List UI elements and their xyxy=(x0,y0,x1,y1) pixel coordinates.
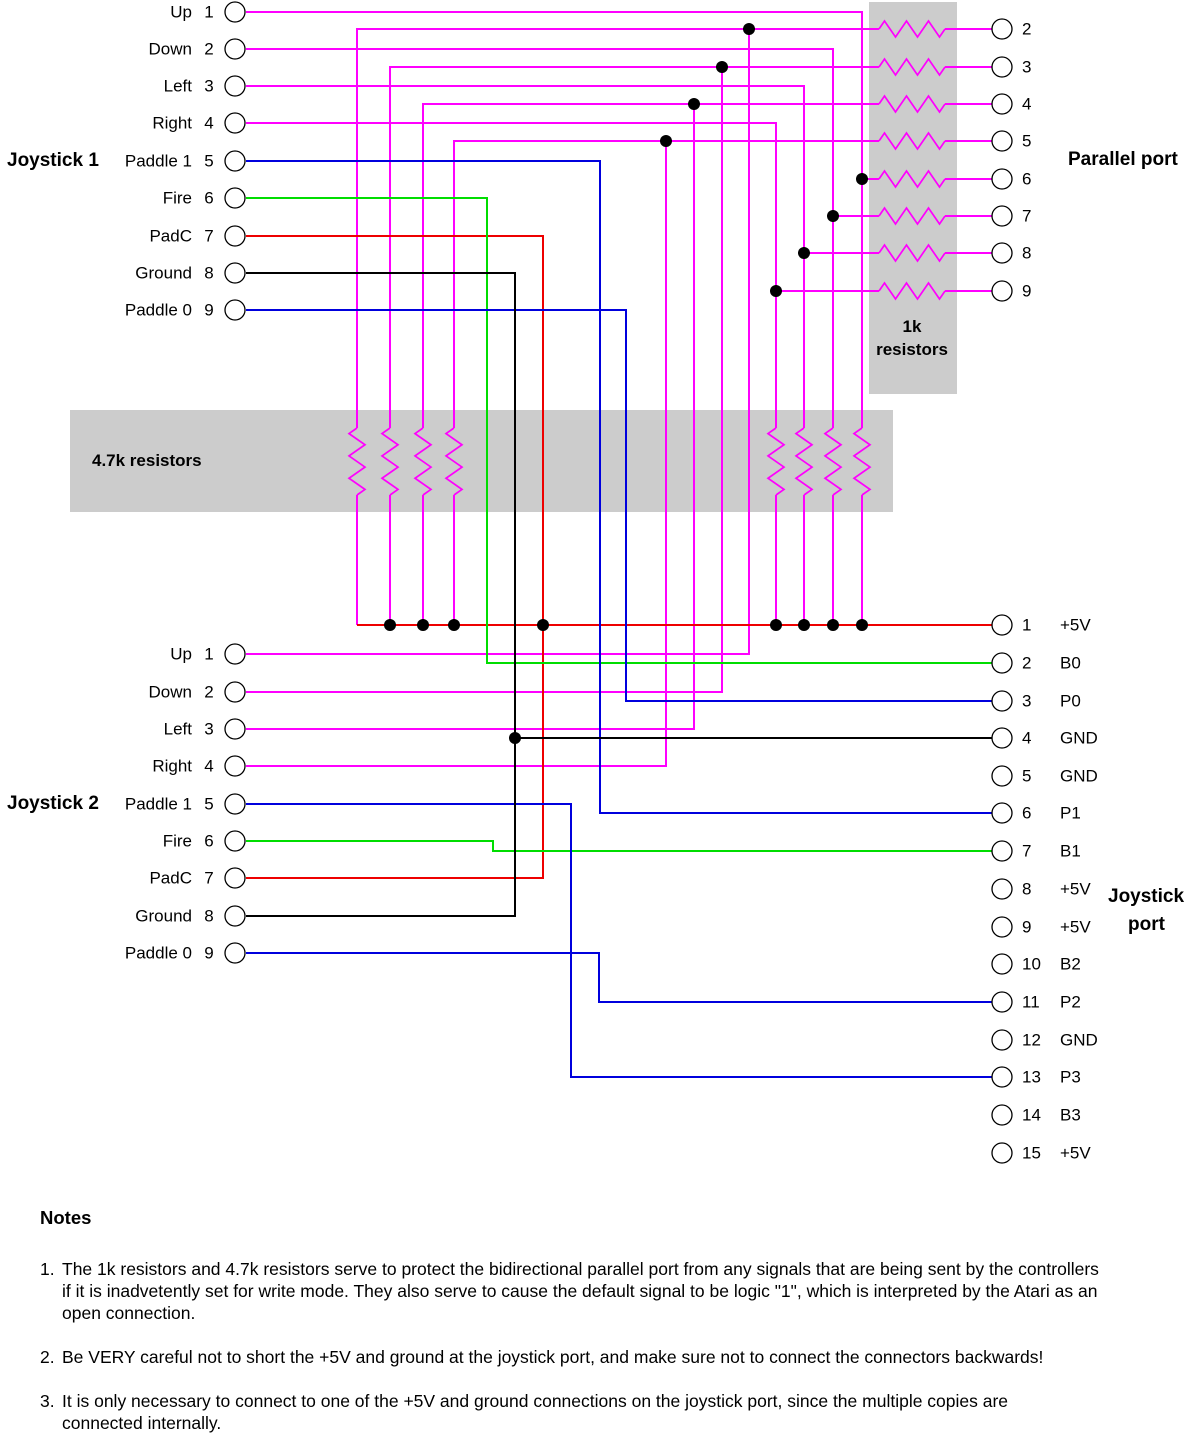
wire-j2-paddle1-p3 xyxy=(246,804,992,1077)
joystick1-pin-name: Right xyxy=(152,113,192,133)
joystick1-pin-number: 3 xyxy=(204,76,214,96)
joystick2-pin-circle-8 xyxy=(225,906,245,926)
joystick1-pin-number: 6 xyxy=(204,188,214,208)
note-line: open connection. xyxy=(62,1303,196,1323)
joystick-port-pin-number: 12 xyxy=(1022,1030,1041,1050)
junction-dot xyxy=(384,619,396,631)
joystick-port-pin-signal: P1 xyxy=(1060,803,1081,823)
joystick-port-pin-circle-4 xyxy=(992,728,1012,748)
joystick-port-pin-signal: +5V xyxy=(1060,1143,1091,1163)
joystick1-pin-circle-9 xyxy=(225,300,245,320)
parallel-port-pin-circle-9 xyxy=(992,281,1012,301)
joystick2-pin-circle-3 xyxy=(225,719,245,739)
joystick-port-pin-circle-10 xyxy=(992,954,1012,974)
joystick2-pin-number: 1 xyxy=(204,644,214,664)
note-number: 2. xyxy=(40,1347,55,1367)
junction-dot xyxy=(417,619,429,631)
joystick2-pin-number: 4 xyxy=(204,756,214,776)
joystick2-pin-number: 8 xyxy=(204,906,214,926)
joystick1-pin-name: Paddle 0 xyxy=(124,300,192,320)
joystick1-pin-circle-2 xyxy=(225,39,245,59)
parallel-port-pin-number: 6 xyxy=(1022,169,1032,189)
joystick1-pin-number: 2 xyxy=(204,39,214,59)
joystick-port-pin-number: 7 xyxy=(1022,841,1032,861)
joystick1-pin-name: PadC xyxy=(149,226,192,246)
joystick1-label: Joystick 1 xyxy=(7,150,99,171)
parallel-port-pin-circle-3 xyxy=(992,57,1012,77)
joystick2-pin-name: Left xyxy=(163,719,192,739)
joystick-port-pin-circle-6 xyxy=(992,803,1012,823)
parallel-port-pin-number: 7 xyxy=(1022,206,1032,226)
joystick2-pin-name: Paddle 1 xyxy=(124,794,192,814)
junction-dot xyxy=(448,619,460,631)
note-item xyxy=(40,1390,1008,1434)
joystick1-pin-circle-1 xyxy=(225,2,245,22)
resistor-47k-label: 4.7k resistors xyxy=(92,451,202,470)
joystick1-pin-number: 9 xyxy=(204,300,214,320)
note-line: It is only necessary to connect to one of the +5V and ground connections on the joystick port, since the multiple copies are xyxy=(62,1391,1009,1411)
joystick2-pin-circle-2 xyxy=(225,682,245,702)
joystick-port-pin-number: 8 xyxy=(1022,879,1032,899)
note-line: The 1k resistors and 4.7k resistors serve to protect the bidirectional parallel port from any signals that are being sent by the controllers xyxy=(62,1259,1099,1279)
joystick1-pin-name: Paddle 1 xyxy=(124,151,192,171)
notes-heading: Notes xyxy=(40,1207,92,1228)
joystick-port-label-line2: port xyxy=(1128,914,1165,935)
joystick-port-pin-number: 2 xyxy=(1022,653,1032,673)
joystick2-pin-number: 5 xyxy=(204,794,214,814)
joystick1-pin-circle-7 xyxy=(225,226,245,246)
wire-padc-5v xyxy=(246,236,543,878)
parallel-port-pin-circle-2 xyxy=(992,19,1012,39)
wire-j1-up xyxy=(246,12,862,428)
joystick2-pin-number: 3 xyxy=(204,719,214,739)
parallel-port-pin-circle-8 xyxy=(992,243,1012,263)
joystick-port-pin-signal: B0 xyxy=(1060,653,1081,673)
parallel-port-pin-number: 4 xyxy=(1022,94,1032,114)
note-line: Be VERY careful not to short the +5V and ground at the joystick port, and make sure not to connect the connectors backwards! xyxy=(62,1347,1044,1367)
junction-dot xyxy=(688,98,700,110)
joystick-port-pin-signal: +5V xyxy=(1060,879,1091,899)
joystick1-pin-circle-3 xyxy=(225,76,245,96)
joystick1-pin-number: 4 xyxy=(204,113,214,133)
joystick1-pin-number: 5 xyxy=(204,151,214,171)
wire-ground xyxy=(246,273,515,916)
joystick2-pin-circle-9 xyxy=(225,943,245,963)
joystick-port-pin-signal: GND xyxy=(1060,728,1098,748)
junction-dot xyxy=(770,619,782,631)
joystick-port-pin-circle-11 xyxy=(992,992,1012,1012)
parallel-port-pin-circle-7 xyxy=(992,206,1012,226)
joystick-port-pin-circle-8 xyxy=(992,879,1012,899)
joystick1-pin-circle-5 xyxy=(225,151,245,171)
joystick1-pin-circle-8 xyxy=(225,263,245,283)
joystick-port-pin-number: 10 xyxy=(1022,954,1041,974)
joystick-port-pin-number: 6 xyxy=(1022,803,1032,823)
junction-dot xyxy=(856,619,868,631)
junction-dot xyxy=(856,173,868,185)
joystick2-pin-name: Down xyxy=(148,682,192,702)
parallel-port-label: Parallel port xyxy=(1068,149,1178,170)
wire-j2-fire-b1 xyxy=(246,841,992,851)
joystick2-pin-name: Fire xyxy=(162,831,192,851)
joystick2-pin-circle-4 xyxy=(225,756,245,776)
joystick-port-pin-number: 9 xyxy=(1022,917,1032,937)
junction-dot xyxy=(798,619,810,631)
joystick-port-pin-circle-2 xyxy=(992,653,1012,673)
joystick2-pin-circle-7 xyxy=(225,868,245,888)
note-item xyxy=(40,1346,1043,1368)
joystick1-pin-circle-4 xyxy=(225,113,245,133)
joystick1-pin-number: 1 xyxy=(204,2,214,22)
joystick-port-pin-signal: GND xyxy=(1060,1030,1098,1050)
joystick2-pin-name: Up xyxy=(170,644,192,664)
junction-dot xyxy=(743,23,755,35)
note-line: connected internally. xyxy=(62,1413,222,1433)
junction-dot xyxy=(798,247,810,259)
joystick2-pin-name: PadC xyxy=(149,868,192,888)
joystick1-pin-name: Up xyxy=(170,2,192,22)
parallel-port-pin-circle-5 xyxy=(992,131,1012,151)
joystick2-pin-number: 7 xyxy=(204,868,214,888)
junction-dot xyxy=(509,732,521,744)
joystick-port-pin-signal: P0 xyxy=(1060,691,1081,711)
parallel-port-pin-number: 5 xyxy=(1022,131,1032,151)
joystick-port-pin-circle-15 xyxy=(992,1143,1012,1163)
joystick1-pin-name: Ground xyxy=(135,263,192,283)
joystick-port-pin-circle-1 xyxy=(992,615,1012,635)
parallel-port-pin-number: 8 xyxy=(1022,243,1032,263)
joystick-port-pin-number: 4 xyxy=(1022,728,1032,748)
junction-dot xyxy=(716,61,728,73)
joystick-port-pin-signal: GND xyxy=(1060,766,1098,786)
joystick1-pin-name: Down xyxy=(148,39,192,59)
joystick-port-pin-number: 1 xyxy=(1022,615,1032,635)
junction-dot xyxy=(827,210,839,222)
joystick-port-pin-number: 15 xyxy=(1022,1143,1041,1163)
parallel-port-pin-number: 3 xyxy=(1022,57,1032,77)
wire-j1-down xyxy=(246,49,833,428)
joystick2-pin-name: Paddle 0 xyxy=(124,943,192,963)
joystick-port-pin-circle-9 xyxy=(992,917,1012,937)
joystick2-pin-number: 9 xyxy=(204,943,214,963)
joystick-port-pin-signal: P3 xyxy=(1060,1067,1081,1087)
joystick-port-pin-signal: B2 xyxy=(1060,954,1081,974)
parallel-port-pin-circle-4 xyxy=(992,94,1012,114)
note-item xyxy=(40,1258,1099,1324)
wire-j1-left xyxy=(246,86,804,428)
joystick2-pin-number: 2 xyxy=(204,682,214,702)
joystick-port-pin-signal: P2 xyxy=(1060,992,1081,1012)
parallel-port-pin-number: 2 xyxy=(1022,19,1032,39)
wire-parallel-row-4 xyxy=(423,104,879,428)
resistor-1k-label-line1: 1k xyxy=(902,317,922,336)
junction-dot xyxy=(827,619,839,631)
wire-j1-right xyxy=(246,123,776,428)
joystick-port-pin-circle-12 xyxy=(992,1030,1012,1050)
joystick-port-pin-number: 13 xyxy=(1022,1067,1041,1087)
joystick-port-pin-circle-3 xyxy=(992,691,1012,711)
joystick-port-pin-signal: +5V xyxy=(1060,917,1091,937)
joystick1-pin-name: Fire xyxy=(162,188,192,208)
resistor-1k-label-line2: resistors xyxy=(876,340,948,359)
joystick2-label: Joystick 2 xyxy=(7,793,99,814)
joystick-port-pin-number: 14 xyxy=(1022,1105,1041,1125)
joystick-port-pin-number: 11 xyxy=(1022,992,1040,1012)
joystick2-pin-name: Ground xyxy=(135,906,192,926)
joystick-port-pin-circle-13 xyxy=(992,1067,1012,1087)
joystick-port-pin-circle-14 xyxy=(992,1105,1012,1125)
joystick-port-pin-signal: +5V xyxy=(1060,615,1091,635)
parallel-port-pin-number: 9 xyxy=(1022,281,1032,301)
joystick2-pin-circle-6 xyxy=(225,831,245,851)
joystick1-pin-name: Left xyxy=(163,76,192,96)
note-number: 1. xyxy=(40,1259,55,1279)
joystick2-pin-circle-5 xyxy=(225,794,245,814)
joystick1-pin-circle-6 xyxy=(225,188,245,208)
wire-j2-paddle0-p2 xyxy=(246,953,992,1002)
wire-parallel-row-2 xyxy=(357,29,879,428)
note-number: 3. xyxy=(40,1391,55,1411)
joystick2-pin-circle-1 xyxy=(225,644,245,664)
joystick-port-pin-signal: B3 xyxy=(1060,1105,1081,1125)
joystick2-pin-number: 6 xyxy=(204,831,214,851)
junction-dot xyxy=(770,285,782,297)
joystick1-pin-number: 8 xyxy=(204,263,214,283)
joystick-port-pin-circle-7 xyxy=(992,841,1012,861)
joystick-port-label-line1: Joystick xyxy=(1108,886,1185,907)
junction-dot xyxy=(537,619,549,631)
joystick-port-pin-number: 3 xyxy=(1022,691,1032,711)
note-line: if it is inadvetently set for write mode. They also serve to cause the default signal to be logic "1", which is interpreted by the Atari as an xyxy=(62,1281,1098,1301)
parallel-port-pin-circle-6 xyxy=(992,169,1012,189)
joystick-port-pin-circle-5 xyxy=(992,766,1012,786)
joystick-port-pin-signal: B1 xyxy=(1060,841,1081,861)
joystick1-pin-number: 7 xyxy=(204,226,214,246)
junction-dot xyxy=(660,135,672,147)
joystick2-pin-name: Right xyxy=(152,756,192,776)
joystick-port-pin-number: 5 xyxy=(1022,766,1032,786)
